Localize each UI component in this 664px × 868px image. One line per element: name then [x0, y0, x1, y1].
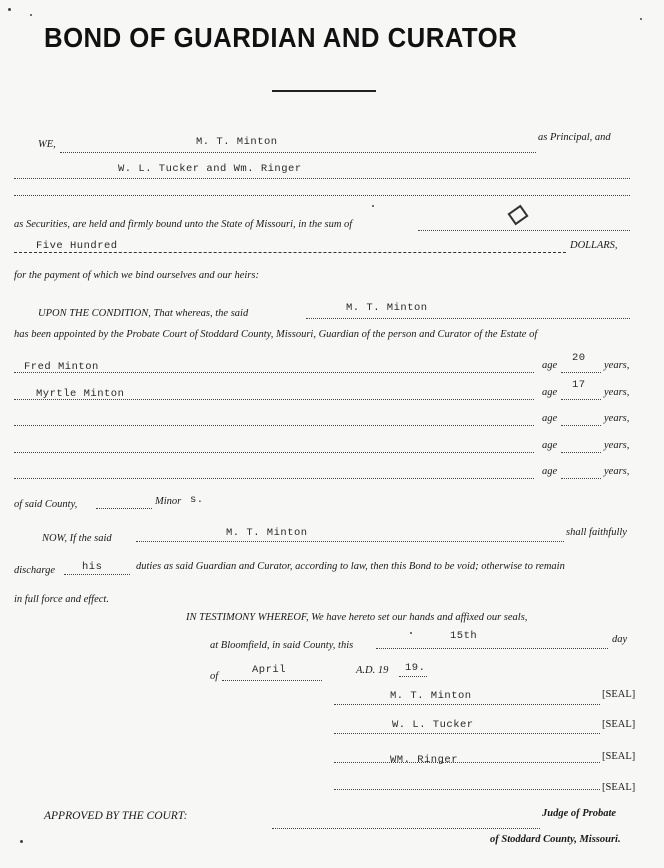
day-number: 15th [450, 630, 478, 642]
securities-names: W. L. Tucker and Wm. Ringer [118, 163, 302, 175]
signature-line-2 [334, 733, 600, 734]
ward5-age-line [561, 478, 601, 479]
said-principal-line [306, 318, 630, 319]
scan-speck [640, 18, 642, 20]
as-principal-label: as Principal, and [538, 132, 611, 143]
upon-condition-text: UPON THE CONDITION, That whereas, the said [38, 308, 249, 319]
approved-label: APPROVED BY THE COURT: [44, 810, 188, 822]
signature-line-1 [334, 704, 600, 705]
ward1-age-line [561, 372, 601, 373]
ink-mark [507, 205, 528, 226]
sum-line [418, 230, 630, 231]
county-line [96, 508, 152, 509]
ward3-years-label: years, [604, 413, 630, 424]
amount-line [14, 252, 566, 253]
ward1-name: Fred Minton [24, 361, 99, 373]
day-label: day [612, 634, 628, 645]
as-securities-text: as Securities, are held and firmly bound unto the State of Missouri, in the sum of [14, 219, 353, 230]
duties-text: duties as said Guardian and Curator, according to law, then this Bond to be void; otherwise to remain [136, 561, 565, 572]
county-label: of Stoddard County, Missouri. [490, 834, 621, 845]
of-label: of [210, 671, 219, 682]
document-title: BOND OF GUARDIAN AND CURATOR [44, 22, 518, 53]
now-principal-line [136, 541, 564, 542]
ward4-line [14, 452, 534, 453]
bloomfield-text: at Bloomfield, in said County, this [210, 640, 354, 651]
ward1-age-label: age [542, 360, 558, 371]
ward1-age: 20 [572, 352, 586, 364]
scan-speck [372, 205, 374, 207]
scan-speck [20, 840, 23, 843]
signature-3: WM. Ringer [390, 754, 459, 766]
ward5-line [14, 478, 534, 479]
ward2-years-label: years, [604, 387, 630, 398]
ward4-years-label: years, [604, 440, 630, 451]
month-line [222, 680, 322, 681]
judge-label: Judge of Probate [542, 808, 617, 819]
blank-line-1 [14, 195, 630, 196]
payment-text: for the payment of which we bind ourselves and our heirs: [14, 270, 259, 281]
ward2-age-label: age [542, 387, 558, 398]
day-line [376, 648, 608, 649]
year: 19. [405, 662, 426, 674]
ward5-years-label: years, [604, 466, 630, 477]
shall-faithfully-label: shall faithfully [566, 527, 627, 538]
signature-line-4 [334, 789, 600, 790]
minor-suffix: s. [190, 494, 204, 506]
scan-speck [8, 8, 11, 11]
principal-name: M. T. Minton [196, 136, 278, 148]
pronoun-line [64, 574, 130, 575]
now-if-text: NOW, If the said [42, 533, 112, 544]
scan-speck [410, 632, 412, 634]
ward3-age-line [561, 425, 601, 426]
ward3-age-label: age [542, 413, 558, 424]
full-force-text: in full force and effect. [14, 594, 109, 605]
dollars-label: DOLLARS, [570, 240, 618, 251]
securities-line [14, 178, 630, 179]
discharge-label: discharge [14, 565, 56, 576]
signature-line-3 [334, 762, 600, 763]
judge-line [272, 828, 540, 829]
ad-label: A.D. 19 [356, 665, 389, 676]
amount-text: Five Hundred [36, 240, 118, 252]
ward1-years-label: years, [604, 360, 630, 371]
testimony-text: IN TESTIMONY WHEREOF, We have hereto set our hands and affixed our seals, [186, 612, 528, 623]
ward5-age-label: age [542, 466, 558, 477]
ward4-age-label: age [542, 440, 558, 451]
we-label: WE, [38, 139, 56, 150]
ward4-age-line [561, 452, 601, 453]
ward2-age: 17 [572, 379, 586, 391]
signature-2: W. L. Tucker [392, 719, 474, 731]
now-principal-name: M. T. Minton [226, 527, 308, 539]
said-county-label: of said County, [14, 499, 78, 510]
signature-1: M. T. Minton [390, 690, 472, 702]
ward2-name: Myrtle Minton [36, 388, 125, 400]
minor-label: Minor [155, 496, 182, 507]
seal-label-4: [SEAL] [602, 782, 636, 793]
appointed-text: has been appointed by the Probate Court of Stoddard County, Missouri, Guardian of the person and Curator of the Estate of [14, 329, 538, 340]
seal-label-2: [SEAL] [602, 719, 636, 730]
ward2-age-line [561, 399, 601, 400]
year-line [399, 676, 427, 677]
seal-label-1: [SEAL] [602, 689, 636, 700]
said-principal-name: M. T. Minton [346, 302, 428, 314]
pronoun: his [82, 561, 103, 573]
title-underline [272, 90, 376, 92]
seal-label-3: [SEAL] [602, 751, 636, 762]
scan-speck [30, 14, 32, 16]
principal-line [60, 152, 536, 153]
ward3-line [14, 425, 534, 426]
month: April [252, 664, 287, 676]
